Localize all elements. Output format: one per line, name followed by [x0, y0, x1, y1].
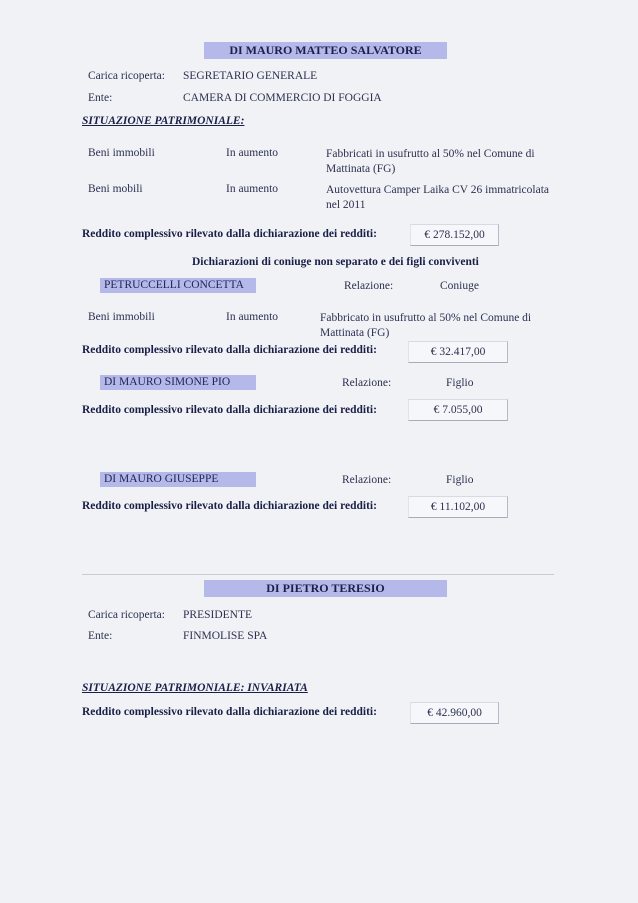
section-divider: [82, 574, 554, 575]
carica-label: Carica ricoperta:: [88, 70, 165, 82]
reddito-label: Reddito complessivo rilevato dalla dichiarazione dei redditi:: [82, 228, 377, 240]
ente-value: FINMOLISE SPA: [183, 630, 268, 642]
reddito-value-box: € 11.102,00: [408, 496, 508, 518]
asset-description: Fabbricato in usufrutto al 50% nel Comune di Mattinata (FG): [320, 312, 532, 339]
asset-description: Autovettura Camper Laika CV 26 immatricolata nel 2011: [326, 184, 550, 211]
person-name-header: DI PIETRO TERESIO: [204, 580, 447, 597]
dichiarazioni-heading: Dichiarazioni di coniuge non separato e dei figli conviventi: [192, 256, 479, 268]
carica-label: Carica ricoperta:: [88, 609, 165, 621]
relative-name-bar: PETRUCCELLI CONCETTA: [100, 278, 256, 293]
asset-description: Fabbricati in usufrutto al 50% nel Comune di Mattinata (FG): [326, 148, 535, 175]
asset-status: In aumento: [226, 183, 279, 195]
relazione-value: Coniuge: [440, 280, 479, 292]
relazione-label: Relazione:: [344, 280, 394, 292]
relazione-label: Relazione:: [342, 474, 392, 486]
ente-value: CAMERA DI COMMERCIO DI FOGGIA: [183, 92, 382, 104]
asset-status: In aumento: [226, 311, 279, 323]
reddito-value-box: € 32.417,00: [408, 341, 508, 363]
carica-value: PRESIDENTE: [183, 609, 252, 621]
reddito-value-box: € 42.960,00: [410, 702, 499, 724]
reddito-label: Reddito complessivo rilevato dalla dichiarazione dei redditi:: [82, 404, 377, 416]
asset-type: Beni immobili: [88, 311, 155, 323]
reddito-value-box: € 278.152,00: [410, 224, 499, 246]
situazione-patrimoniale-heading: SITUAZIONE PATRIMONIALE:: [82, 115, 245, 127]
relazione-label: Relazione:: [342, 377, 392, 389]
reddito-value-box: € 7.055,00: [408, 399, 508, 421]
asset-status: In aumento: [226, 147, 279, 159]
carica-value: SEGRETARIO GENERALE: [183, 70, 318, 82]
reddito-label: Reddito complessivo rilevato dalla dichiarazione dei redditi:: [82, 500, 377, 512]
reddito-label: Reddito complessivo rilevato dalla dichiarazione dei redditi:: [82, 706, 377, 718]
ente-label: Ente:: [88, 92, 113, 104]
relative-name-bar: DI MAURO SIMONE PIO: [100, 375, 256, 390]
relative-name-bar: DI MAURO GIUSEPPE: [100, 472, 256, 487]
relazione-value: Figlio: [446, 474, 474, 486]
situazione-patrimoniale-heading: SITUAZIONE PATRIMONIALE: INVARIATA: [82, 682, 308, 694]
asset-type: Beni mobili: [88, 183, 143, 195]
asset-type: Beni immobili: [88, 147, 155, 159]
reddito-label: Reddito complessivo rilevato dalla dichiarazione dei redditi:: [82, 344, 377, 356]
person-name-header: DI MAURO MATTEO SALVATORE: [204, 42, 447, 59]
relazione-value: Figlio: [446, 377, 474, 389]
ente-label: Ente:: [88, 630, 113, 642]
